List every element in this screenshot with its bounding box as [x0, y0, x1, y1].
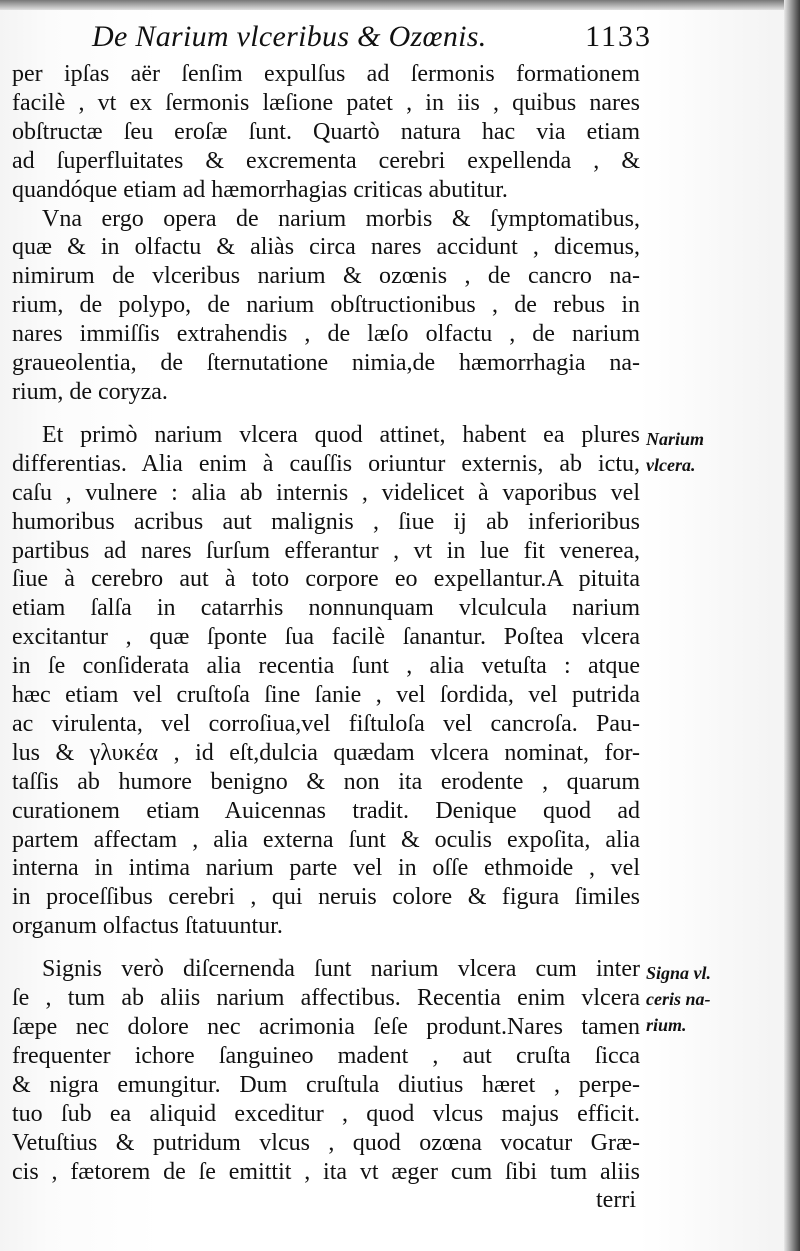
text-line: in ſe conſiderata alia recentia ſunt , alia vetuſta : atque: [12, 653, 640, 680]
paragraph-1: [12, 60, 640, 205]
text-line: ſiue à cerebro aut à toto corpore eo expellantur.A pituita: [12, 566, 640, 593]
page-number: 1133: [585, 20, 652, 53]
text-line: rium, de coryza.: [12, 378, 168, 405]
margin-note-line: ceris na-: [646, 989, 711, 1009]
text-line: organum olfactus ſtatuuntur.: [12, 913, 283, 940]
text-line: humoribus acribus aut malignis , ſiue ij ab inferioribus: [12, 508, 640, 535]
text-line: Vna ergo opera de narium morbis & ſymptomatibus,: [42, 205, 640, 232]
text-line: quandóque etiam ad hæmorrhagias criticas abutitur.: [12, 176, 508, 203]
text-line: ad ſuperfluitates & excrementa cerebri expellenda , &: [12, 147, 640, 174]
margin-note-line: Narium: [646, 429, 705, 449]
text-line: partem affectam , alia externa ſunt & oculis expoſita, alia: [12, 826, 640, 853]
text-line: per ipſas aër ſenſim expulſus ad ſermonis formationem: [12, 61, 640, 87]
text-line: graueolentia, de ſternutatione nimia,de hæmorrhagia na-: [12, 350, 640, 377]
text-line: etiam ſalſa in catarrhis nonnunquam vlculcula narium: [12, 595, 640, 622]
text-line: partibus ad nares ſurſum efferantur , vt in lue fit venerea,: [12, 537, 640, 564]
paragraph-4: [12, 955, 640, 1215]
margin-note-line: Signa vl.: [646, 963, 712, 983]
text-line: tuo ſub ea aliquid exceditur , quod vlcus majus efficit.: [12, 1100, 640, 1127]
page-binding-edge: [784, 0, 800, 1251]
paragraph-2: [12, 205, 640, 407]
text-line: nares immiſſis extrahendis , de læſo olfactu , de narium: [12, 321, 640, 348]
text-line: taſſis ab humore benigno & non ita erodente , quarum: [12, 768, 640, 795]
margin-note-signa: [646, 960, 711, 1038]
margin-note-line: rium.: [646, 1015, 687, 1035]
text-line: cis , fætorem de ſe emittit , ita vt æger cum ſibi tum aliis: [12, 1158, 640, 1185]
page-top-edge: [0, 0, 800, 10]
running-title: De Narium vlceribus & Ozœnis.: [92, 20, 487, 53]
text-line: excitantur , quæ ſponte ſua facilè ſanantur. Poſtea vlcera: [12, 624, 640, 651]
paragraph-gap: [12, 407, 640, 421]
page-header: [92, 14, 652, 58]
paragraph-3: [12, 421, 640, 941]
text-line: rium, de polypo, de narium obſtructionibus , de rebus in: [12, 292, 640, 319]
text-line: differentias. Alia enim à cauſſis oriuntur externis, ab ictu,: [12, 450, 640, 477]
text-line: ſæpe nec dolore nec acrimonia ſeſe produnt.Nares tamen: [12, 1014, 640, 1040]
text-line: caſu , vulnere : alia ab internis , videlicet à vaporibus vel: [12, 479, 640, 506]
text-line: Vetuſtius & putridum vlcus , quod ozœna vocatur Græ-: [12, 1129, 640, 1156]
body-text: [12, 60, 640, 1215]
text-line: ac virulenta, vel corroſiua,vel fiſtuloſa vel cancroſa. Pau-: [12, 710, 640, 737]
text-line: nimirum de vlceribus narium & ozœnis , de cancro na-: [12, 263, 640, 290]
text-line: lus & γλυκέα , id eſt,dulcia quædam vlcera nominat, for-: [12, 739, 640, 766]
margin-note-narium-vlcera: [646, 426, 704, 478]
text-line: ſe , tum ab aliis narium affectibus. Recentia enim vlcera: [12, 985, 640, 1012]
text-line: obſtructæ ſeu eroſæ ſunt. Quartò natura hac via etiam: [12, 118, 640, 145]
text-line: frequenter ichore ſanguineo madent , aut cruſta ſicca: [12, 1042, 640, 1069]
text-line: hæc etiam vel cruſtoſa ſine ſanie , vel ſordida, vel putrida: [12, 682, 640, 709]
paragraph-gap: [12, 941, 640, 955]
text-line: Signis verò diſcernenda ſunt narium vlcera cum inter: [42, 956, 640, 983]
text-line: in proceſſibus cerebri , qui neruis colore & figura ſimiles: [12, 884, 640, 911]
text-line: & nigra emungitur. Dum cruſtula diutius hæret , perpe-: [12, 1071, 640, 1098]
catchword: terri: [596, 1187, 636, 1214]
margin-note-line: vlcera.: [646, 455, 696, 475]
text-line: quæ & in olfactu & aliàs circa nares accidunt , dicemus,: [12, 234, 640, 261]
text-line: facilè , vt ex ſermonis læſione patet , in iis , quibus nares: [12, 89, 640, 116]
text-line: Et primò narium vlcera quod attinet, habent ea plures: [42, 421, 640, 448]
text-line: curationem etiam Auicennas tradit. Denique quod ad: [12, 797, 640, 824]
text-line: interna in intima narium parte vel in oſſe ethmoide , vel: [12, 855, 640, 882]
